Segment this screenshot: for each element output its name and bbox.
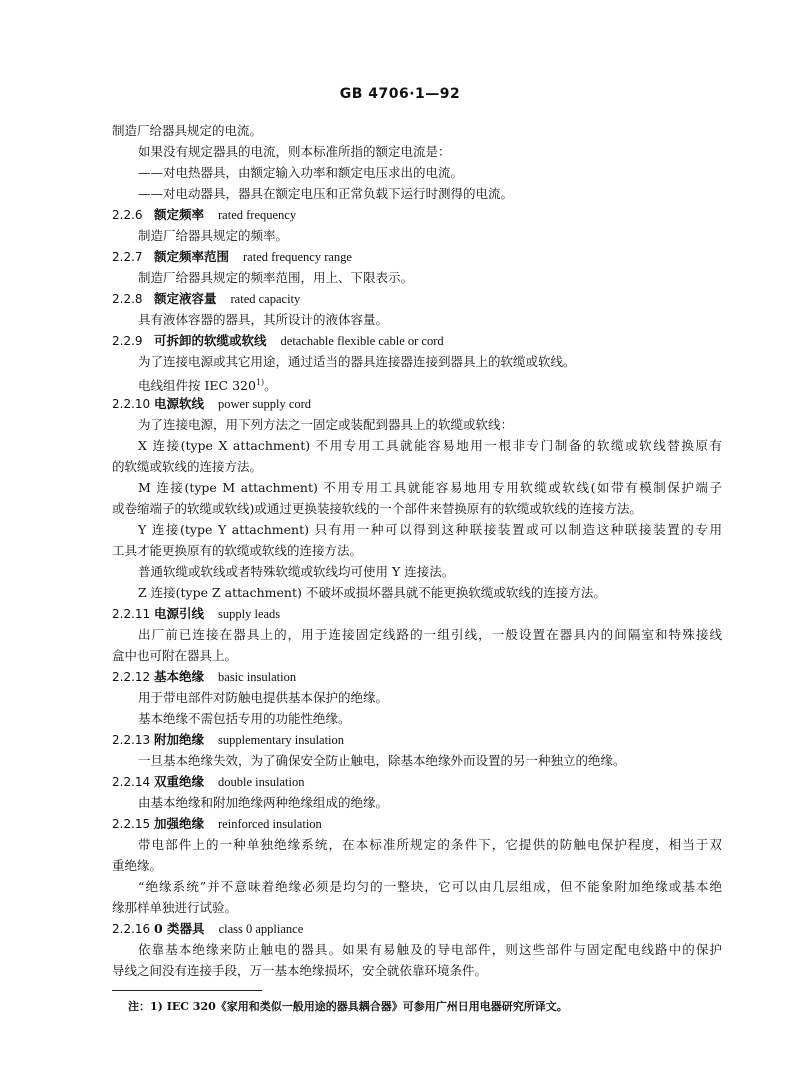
text-line bbox=[112, 372, 722, 393]
line-text: 基本绝缘不需包括专用的功能性绝缘。 bbox=[138, 711, 351, 726]
text-line bbox=[112, 834, 722, 855]
line-text: 为了连接电源，用下列方法之一固定或装配到器具上的软缆或软线： bbox=[138, 417, 514, 432]
line-text: ——对电热器具，由额定输入功率和额定电压求出的电流。 bbox=[138, 165, 464, 180]
clause-term-zh: 电源引线 bbox=[154, 606, 205, 621]
line-text: 制造厂给器具规定的频率。 bbox=[138, 228, 289, 243]
clause-term-en: rated capacity bbox=[230, 292, 301, 306]
text-line bbox=[112, 561, 722, 582]
text-line bbox=[112, 687, 722, 708]
document-body bbox=[112, 120, 722, 981]
text-line bbox=[112, 876, 722, 897]
text-line bbox=[112, 540, 722, 561]
line-text: ——对电动器具，器具在额定电压和正常负载下运行时测得的电流。 bbox=[138, 186, 514, 201]
line-text: 依靠基本绝缘来防止触电的器具。如果有易触及的导电部件，则这些部件与固定配电线路中的保护 bbox=[138, 942, 722, 957]
line-text: X 连接(type X attachment) 不用专用工具就能容易地用一根非专门制备的软缆或软线替换原有 bbox=[138, 438, 722, 453]
text-line bbox=[112, 750, 722, 771]
clause-number: 2.2.15 bbox=[112, 817, 151, 831]
clause-term-zh: 0 类器具 bbox=[154, 921, 205, 936]
clause-heading bbox=[112, 204, 722, 225]
line-text: Z 连接(type Z attachment) 不破坏或损坏器具就不能更换软缆或软线的连接方法。 bbox=[138, 585, 606, 600]
text-line bbox=[112, 855, 722, 876]
clause-number: 2.2.14 bbox=[112, 775, 151, 789]
text-line bbox=[112, 477, 722, 498]
clause-heading bbox=[112, 813, 722, 834]
line-text: 的软缆或软线的连接方法。 bbox=[112, 459, 263, 474]
clause-heading bbox=[112, 771, 722, 792]
text-line bbox=[112, 309, 722, 330]
line-text: Y 连接(type Y attachment) 只有用一种可以得到这种联接装置或可以制造这种联接装置的专用 bbox=[138, 522, 722, 537]
clause-term-en: class 0 appliance bbox=[218, 922, 304, 936]
clause-heading bbox=[112, 918, 722, 939]
line-text: 工具才能更换原有的软缆或软线的连接方法。 bbox=[112, 543, 363, 558]
line-text: M 连接(type M attachment) 不用专用工具就能容易地用专用软缆或软线(如带有模制保护端子 bbox=[138, 480, 722, 495]
clause-term-zh: 加强绝缘 bbox=[154, 816, 205, 831]
text-line bbox=[112, 582, 722, 603]
clause-heading bbox=[112, 330, 722, 351]
text-line bbox=[112, 939, 722, 960]
clause-number: 2.2.10 bbox=[112, 397, 151, 411]
text-line bbox=[112, 351, 722, 372]
clause-number: 2.2.8 bbox=[112, 292, 143, 306]
text-line bbox=[112, 519, 722, 540]
text-line bbox=[112, 435, 722, 456]
line-text: 具有液体容器的器具，其所设计的液体容量。 bbox=[138, 312, 389, 327]
line-text: 导线之间没有连接手段，万一基本绝缘损坏，安全就依靠环境条件。 bbox=[112, 963, 488, 978]
line-text: “绝缘系统”并不意味着绝缘必须是均匀的一整块，它可以由几层组成，但不能象附加绝缘或基本绝 bbox=[138, 879, 722, 894]
footnote-divider bbox=[112, 990, 262, 991]
clause-number: 2.2.13 bbox=[112, 733, 151, 747]
clause-number: 2.2.7 bbox=[112, 250, 143, 264]
line-text: 制造厂给器具规定的电流。 bbox=[112, 123, 263, 138]
text-line bbox=[112, 897, 722, 918]
clause-heading bbox=[112, 603, 722, 624]
line-text: 电线组件按 IEC 320 bbox=[138, 378, 256, 394]
clause-term-zh: 电源软线 bbox=[154, 396, 205, 411]
line-text: 由基本绝缘和附加绝缘两种绝缘组成的绝缘。 bbox=[138, 795, 389, 810]
clause-term-en: supplementary insulation bbox=[218, 733, 345, 747]
line-text: 如果没有规定器具的电流，则本标准所指的额定电流是： bbox=[138, 144, 451, 159]
clause-heading bbox=[112, 246, 722, 267]
clause-term-zh: 双重绝缘 bbox=[154, 774, 205, 789]
line-text: 普通软缆或软线或者特殊软缆或软线均可使用 Y 连接法。 bbox=[138, 564, 455, 579]
line-text: 制造厂给器具规定的频率范围，用上、下限表示。 bbox=[138, 270, 414, 285]
line-text: 出厂前已连接在器具上的，用于连接固定线路的一组引线，一般设置在器具内的间隔室和特殊接线 bbox=[138, 627, 722, 642]
clause-term-zh: 额定频率范围 bbox=[154, 249, 230, 264]
text-line bbox=[112, 225, 722, 246]
line-text: 或卷缩端子的软缆或软线)或通过更换装接软线的一个部件来替换原有的软缆或软线的连接方法。 bbox=[112, 501, 642, 516]
clause-term-zh: 基本绝缘 bbox=[154, 669, 205, 684]
clause-term-en: rated frequency range bbox=[243, 250, 352, 264]
clause-heading bbox=[112, 393, 722, 414]
clause-term-zh: 附加绝缘 bbox=[154, 732, 205, 747]
clause-term-en: basic insulation bbox=[218, 670, 297, 684]
line-text: 为了连接电源或其它用途，通过适当的器具连接器连接到器具上的软缆或软线。 bbox=[138, 354, 576, 369]
clause-number: 2.2.16 bbox=[112, 922, 151, 936]
footnote-ref: 1) bbox=[255, 378, 265, 387]
text-line bbox=[112, 624, 722, 645]
text-line bbox=[112, 792, 722, 813]
text-line bbox=[112, 162, 722, 183]
clause-term-en: rated frequency bbox=[218, 208, 297, 222]
text-line bbox=[112, 183, 722, 204]
clause-number: 2.2.9 bbox=[112, 334, 143, 348]
text-line bbox=[112, 645, 722, 666]
clause-term-en: reinforced insulation bbox=[218, 817, 322, 831]
clause-term-zh: 额定液容量 bbox=[154, 291, 217, 306]
clause-heading bbox=[112, 729, 722, 750]
text-line bbox=[112, 141, 722, 162]
text-line bbox=[112, 708, 722, 729]
clause-term-zh: 额定频率 bbox=[154, 207, 205, 222]
clause-term-en: detachable flexible cable or cord bbox=[280, 334, 444, 348]
footnote: 注：1) IEC 320《家用和类似一般用途的器具耦合器》可参用广州日用电器研究所译文。 bbox=[128, 1000, 568, 1013]
line-text-suffix: 。 bbox=[264, 378, 277, 394]
clause-number: 2.2.6 bbox=[112, 208, 143, 222]
line-text: 带电部件上的一种单独绝缘系统，在本标准所规定的条件下，它提供的防触电保护程度，相当于双 bbox=[138, 837, 722, 852]
text-line bbox=[112, 456, 722, 477]
text-line bbox=[112, 120, 722, 141]
clause-heading bbox=[112, 288, 722, 309]
text-line bbox=[112, 414, 722, 435]
clause-term-en: supply leads bbox=[218, 607, 281, 621]
text-line bbox=[112, 498, 722, 519]
clause-number: 2.2.12 bbox=[112, 670, 151, 684]
clause-term-en: power supply cord bbox=[218, 397, 312, 411]
clause-term-zh: 可拆卸的软缆或软线 bbox=[154, 333, 267, 348]
page-header: GB 4706·1—92 bbox=[339, 86, 461, 102]
clause-term-en: double insulation bbox=[218, 775, 305, 789]
line-text: 盒中也可附在器具上。 bbox=[112, 648, 238, 663]
line-text: 用于带电部件对防触电提供基本保护的绝缘。 bbox=[138, 690, 389, 705]
line-text: 一旦基本绝缘失效，为了确保安全防止触电，除基本绝缘外而设置的另一种独立的绝缘。 bbox=[138, 753, 626, 768]
line-text: 重绝缘。 bbox=[112, 858, 163, 873]
clause-heading bbox=[112, 666, 722, 687]
text-line bbox=[112, 267, 722, 288]
line-text: 缘那样单独进行试验。 bbox=[112, 900, 238, 915]
text-line bbox=[112, 960, 722, 981]
clause-number: 2.2.11 bbox=[112, 607, 151, 621]
